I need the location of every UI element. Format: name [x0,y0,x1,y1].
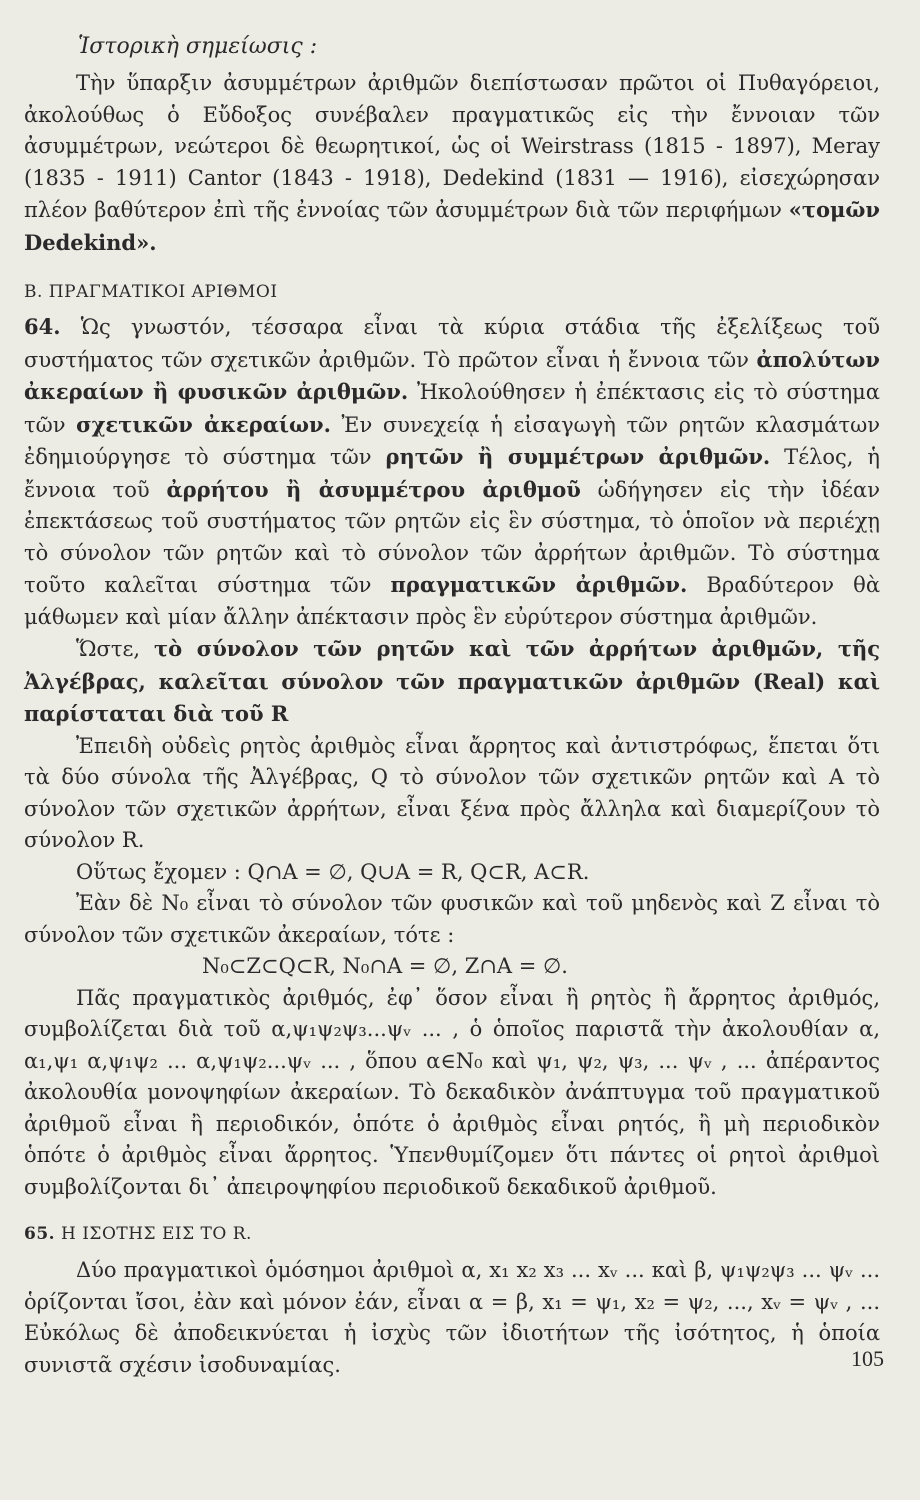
paragraph-65: Δύο πραγματικοὶ ὁμόσημοι ἀριθμοὶ α, x₁ x₂ x₃ ... xᵥ ... καὶ β, ψ₁ψ₂ψ₃ ... ψᵥ ... ὁρίζονται ἴσοι, ἐὰν καὶ μόνον ἐάν, εἶναι α = β, x₁ = ψ₁, x₂ = ψ₂, ..., xᵥ = ψᵥ , ... Εὐκόλως δὲ ἀποδεικνύεται ἡ ἰσχὺς τῶν ἰδιοτήτων τῆς ἰσότητος, ἡ ὁποία συνιστᾶ σχέσιν ἰσοδυναμίας. [24,1258,880,1377]
historical-note-paragraph [24,68,880,259]
section-number-65: 65. [24,1224,56,1244]
section-title-real-numbers: Β. ΠΡΑΓΜΑΤΙΚΟΙ ΑΡΙΘΜΟΙ [24,282,278,302]
note-bold-term: «τομῶν Dedekind». [24,197,880,255]
page-number: 105 [851,1346,884,1371]
paragraph-64-bold-4: ἀρρήτου ἢ ἀσυμμέτρου ἀριθμοῦ [166,476,581,502]
paragraph-number-64: 64. [24,314,61,339]
paragraph-64-text-2: Ἠκολούθησεν ἡ ἐπέκτασις εἰς τὸ σύστημα τῶν [24,380,880,437]
real-definition-bold: τὸ σύνολον τῶν ρητῶν καὶ τῶν ἀρρήτων ἀριθμῶν, τῆς Ἀλγέβρας, καλεῖται σύνολον τῶν πραγματικῶν ἀριθμῶν (Real) καὶ παρίσταται διὰ τοῦ R [24,636,880,726]
paragraph-64-text-1: Ὡς γνωστόν, τέσσαρα εἶναι τὰ κύρια στάδια τῆς ἐξελίξεως τοῦ συστήματος τῶν σχετικῶν ἀριθμῶν. Τὸ πρῶτον εἶναι ἡ ἔννοια τῶν [24,315,880,372]
paragraph-64-bold-3: ρητῶν ἢ συμμέτρων ἀριθμῶν. [385,444,771,469]
paragraph-64 [24,311,880,633]
formula-set-relations: Οὕτως ἔχομεν : Q∩A = ∅, Q∪A = R, Q⊂R, A⊂R. [76,859,590,884]
historical-note-heading: Ἱστορικὴ σημείωσις : [78,34,318,59]
note-text: Τὴν ὕπαρξιν ἀσυμμέτρων ἀριθμῶν διεπίστωσαν πρῶτοι οἱ Πυθαγόρειοι, ἀκολούθως ὁ Εὔδοξος συνέβαλεν πραγματικῶς εἰς τὴν ἔννοιαν τῶν ἀσυμμέτρων, νεώτεροι δὲ θεωρητικοί, ὡς οἱ Weirstrass (1815 - 1897), Meray (1835 - 1911) Cantor (1843 - 1918), Dedekind (1831 — 1916), εἰσεχώρησαν πλέον βαθύτερον ἐπὶ τῆς ἐννοίας τῶν ἀσυμμέτρων διὰ τῶν περιφήμων [24,71,880,222]
paragraph-64-bold-2: σχετικῶν ἀκεραίων. [76,411,331,437]
paragraph-decimal-expansion: Πᾶς πραγματικὸς ἀριθμός, ἐφ᾽ ὅσον εἶναι ἢ ρητὸς ἢ ἄρρητος ἀριθμός, συμβολίζεται διὰ τοῦ α,ψ₁ψ₂ψ₃...ψᵥ ... , ὁ ὁποῖος παριστᾶ τὴν ἀκολουθίαν α, α₁,ψ₁ α,ψ₁ψ₂ ... α,ψ₁ψ₂...ψᵥ ... , ὅπου α∈N₀ καὶ ψ₁, ψ₂, ψ₃, ... ψᵥ , ... ἀπέραντος ἀκολουθία μονοψηφίων ἀκεραίων. Τὸ δεκαδικὸν ἀνάπτυγμα τοῦ πραγματικοῦ ἀριθμοῦ εἶναι ἢ περιοδικόν, ὁπότε ὁ ἀριθμὸς εἶναι ρητός, ἢ μὴ περιοδικὸν ὁπότε ὁ ἀριθμὸς εἶναι ἄρρητος. Ὑπενθυμίζομεν ὅτι πάντες οἱ ρητοὶ ἀριθμοὶ συμβολίζονται δι᾽ ἀπειροψηφίου περιοδικοῦ δεκαδικοῦ ἀριθμοῦ. [24,985,880,1199]
paragraph-64-text-3: Ἐν συνεχείᾳ ἡ εἰσαγωγὴ τῶν ρητῶν κλασμάτων ἐδημιούργησε τὸ σύστημα τῶν [24,412,880,469]
paragraph-64-bold-1: ἀπολύτων ἀκεραίων ἢ φυσικῶν ἀριθμῶν. [24,346,880,404]
paragraph-real-definition [24,633,880,731]
paragraph-natural-integers: Ἐὰν δὲ N₀ εἶναι τὸ σύνολον τῶν φυσικῶν καὶ τοῦ μηδενὸς καὶ Z εἶναι τὸ σύνολον τῶν σχετικῶν ἀκεραίων, τότε : [24,891,880,947]
real-definition-text: Ὥστε, [76,637,154,661]
paragraph-disjoint-sets: Ἐπειδὴ οὐδεὶς ρητὸς ἀριθμὸς εἶναι ἄρρητος καὶ ἀντιστρόφως, ἕπεται ὅτι τὰ δύο σύνολα τῆς Ἀλγέβρας, Q τὸ σύνολον τῶν σχετικῶν ρητῶν καὶ A τὸ σύνολον τῶν σχετικῶν ἀρρήτων, εἶναι ξένα πρὸς ἄλληλα καὶ διαμερίζουν τὸ σύνολον R. [24,733,880,852]
paragraph-64-bold-5: πραγματικῶν ἀριθμῶν. [390,572,688,597]
section-65-title: Η ΙΣΟΤΗΣ ΕΙΣ ΤΟ R. [55,1224,252,1244]
paragraph-64-text-5: ὡδήγησεν εἰς τὴν ἰδέαν ἐπεκτάσεως τοῦ συστήματος τῶν ρητῶν εἰς ἓν σύστημα, τὸ ὁποῖον νὰ περιέχῃ τὸ σύνολον τῶν ρητῶν καὶ τὸ σύνολον τῶν ἀρρήτων ἀριθμῶν. Τὸ σύστημα τοῦτο καλεῖται σύστημα τῶν [24,477,880,597]
paragraph-64-text-6: Βραδύτερον θὰ μάθωμεν καὶ μίαν ἄλλην ἀπέκτασιν πρὸς ἓν εὐρύτερον σύστημα ἀριθμῶν. [24,573,881,629]
formula-inclusions: N₀⊂Z⊂Q⊂R, N₀∩A = ∅, Z∩A = ∅. [202,954,568,978]
section-title-equality [24,1219,880,1249]
paragraph-64-text-4: Τέλος, ἡ ἔννοια τοῦ [24,445,880,502]
